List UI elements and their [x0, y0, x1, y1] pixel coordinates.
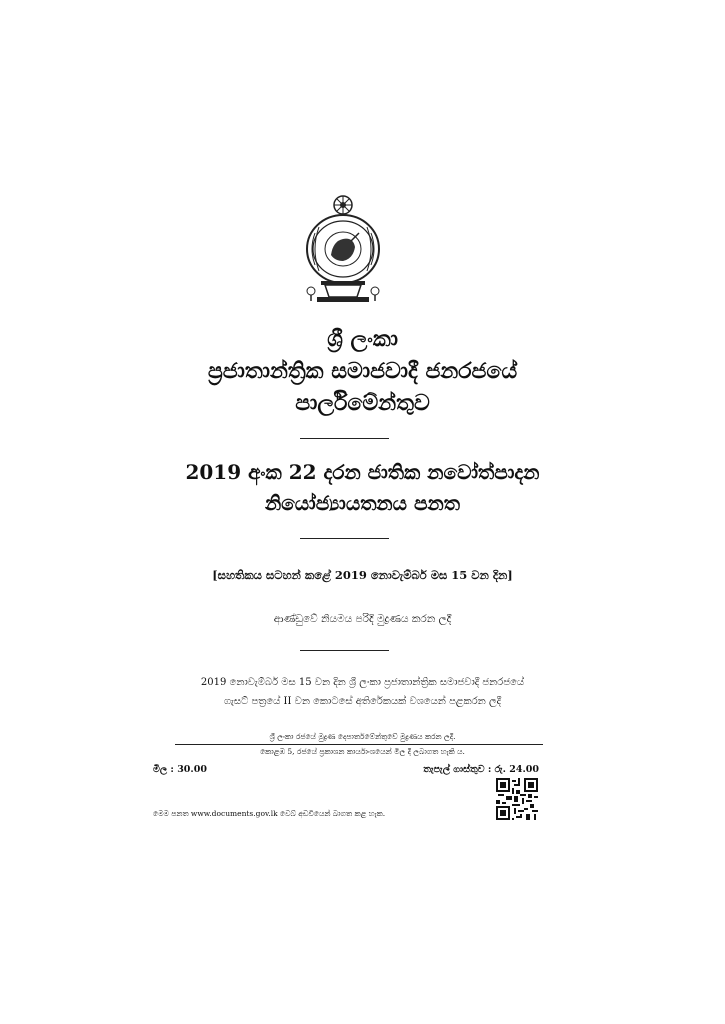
divider	[175, 744, 543, 745]
sri-lanka-emblem-seal	[303, 193, 383, 305]
country-title: ශ්‍රී ලංකා	[327, 326, 398, 352]
divider	[300, 650, 389, 651]
printer-note: ශ්‍රී ලංකා රජයේ මුද්‍රණ දෙපාර්තමේන්තුවේ මුද්‍රණය කරන ලදී.	[269, 732, 456, 741]
qr-code-icon	[496, 778, 538, 820]
purchase-note: කොළඹ 5, රජයේ ප්‍රකාශන කාර්යාංශයෙන් මිල දී ලබාගත හැකි ය.	[260, 747, 465, 756]
postage-fee: තැපැල් ගාස්තුව : රු. 24.00	[423, 764, 539, 775]
download-note: මෙම පනත www.documents.gov.lk වෙබ් අඩවියෙන් බාගත කළ හැක.	[153, 809, 386, 818]
parliament-title: පාර්ලිමේන්තුව	[295, 390, 430, 416]
price: මිල : 30.00	[153, 764, 207, 775]
divider	[300, 538, 389, 539]
republic-title: ප්‍රජාතාන්ත්‍රික සමාජවාදී ජනරජයේ	[207, 358, 518, 384]
divider	[300, 438, 389, 439]
gazette-note-line2: ගැසට් පත්‍රයේ II වන කොටසේ අතිරේකයක් වශයෙන් පළකරන ලදී	[223, 696, 502, 707]
bill-title-line1: 2019 අංක 22 දරන ජාතික නවෝත්පාදන	[185, 460, 540, 484]
government-order-note: ආණ්ඩුවේ නියමය පරිදි මුද්‍රණය කරන ලදී	[273, 613, 452, 625]
certification-note: [සහතිකය සටහන් කළේ 2019 නොවැම්බර් මස 15 වන දින]	[212, 568, 513, 582]
bill-title-line2: නියෝජ්‍යායතනය පනත	[264, 491, 461, 515]
gazette-note-line1: 2019 නොවැම්බර් මස 15 වන දින ශ්‍රී ලංකා ප්‍රජාතාන්ත්‍රික සමාජවාදී ජනරජයේ	[200, 677, 525, 688]
